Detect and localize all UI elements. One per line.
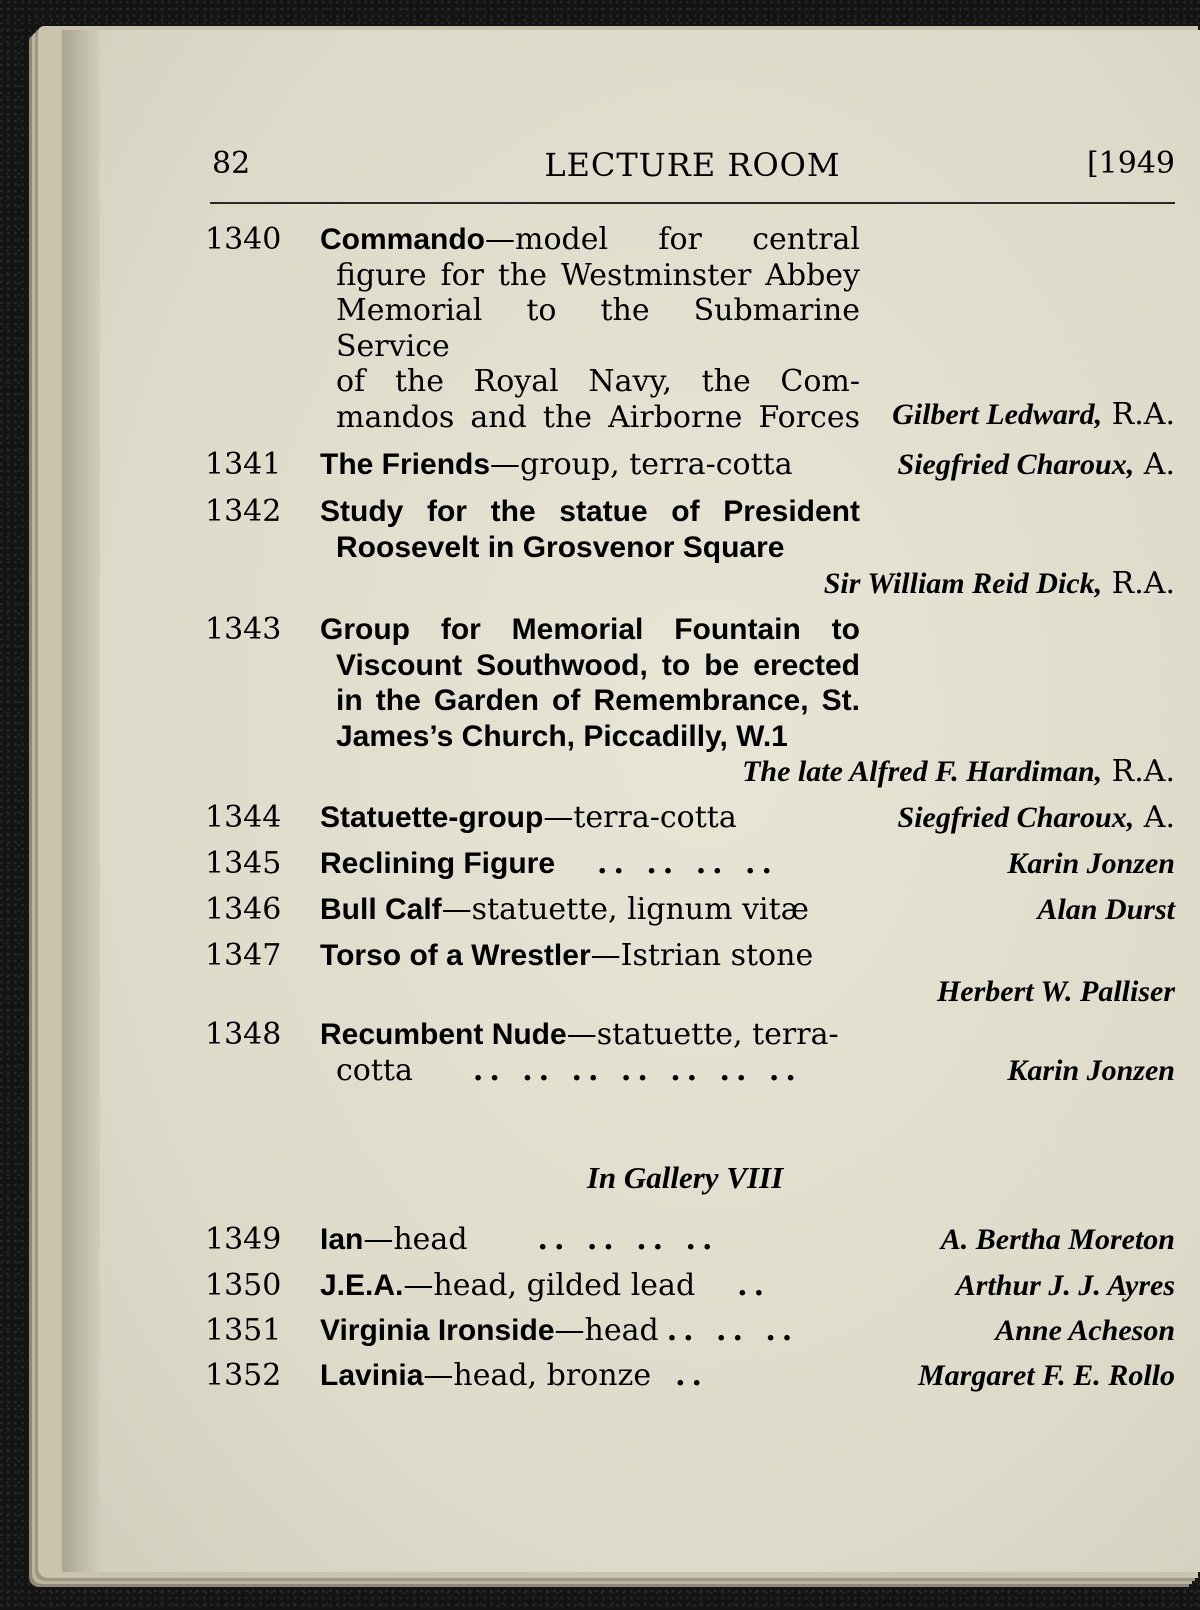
catalogue-entry — [205, 222, 1175, 435]
entry-description — [320, 612, 860, 754]
entry-line: Roosevelt in Grosvenor Square — [336, 530, 785, 564]
catalogue-entry — [205, 1222, 1175, 1258]
entry-number: 1350 — [205, 1268, 282, 1303]
entry-line: Viscount Southwood, to be erected — [336, 648, 860, 682]
entry-number: 1352 — [205, 1358, 282, 1393]
entry-title: Torso of a Wrestler — [320, 939, 591, 972]
dot-leaders: .. — [675, 1358, 708, 1393]
dot-leaders: .. .. .. .. — [597, 846, 778, 881]
catalogue-entry — [205, 494, 1175, 604]
catalogue-entry — [205, 800, 1175, 836]
dot-leaders: .. .. .. — [666, 1313, 799, 1348]
entry-title: Reclining Figure — [320, 847, 556, 880]
entry-description — [320, 494, 860, 565]
entry-title: Study for the statue of President — [320, 495, 860, 528]
artist-name: Arthur J. J. Ayres — [955, 1269, 1175, 1302]
entry-medium: —statuette, lignum vitæ — [441, 892, 809, 927]
entry-number: 1341 — [205, 447, 282, 482]
entry-artist — [956, 1268, 1175, 1304]
artist-degree: R.A. — [1102, 754, 1175, 789]
entry-title: Statuette-group — [320, 801, 544, 834]
entry-line: figure for the Westminster Abbey — [336, 257, 860, 293]
entry-artist — [937, 974, 1175, 1010]
entry-title: Recumbent Nude — [320, 1018, 567, 1051]
entry-title: J.E.A. — [320, 1269, 404, 1302]
running-head — [210, 146, 1175, 204]
entry-line: Memorial to the Submarine Service — [336, 293, 860, 364]
entry-line: in the Garden of Remembrance, St. — [336, 684, 860, 717]
dot-leaders: .. .. .. .. .. .. .. — [472, 1052, 802, 1088]
entry-number: 1348 — [205, 1017, 282, 1052]
artist-name: Gilbert Ledward, — [892, 398, 1103, 431]
entry-medium: —statuette, terra- — [566, 1017, 839, 1052]
artist-name: Sir William Reid Dick, — [823, 567, 1103, 600]
entry-number: 1343 — [205, 612, 282, 647]
entry-description — [320, 1017, 839, 1088]
entry-artist — [898, 800, 1175, 836]
entry-number: 1346 — [205, 892, 282, 927]
entry-medium: —model for central — [485, 222, 860, 257]
artist-name: Margaret F. E. Rollo — [917, 1359, 1175, 1392]
entry-medium: —head, bronze — [423, 1358, 652, 1393]
entry-number: 1345 — [205, 846, 282, 881]
entry-title: The Friends — [320, 448, 491, 481]
entry-line: James’s Church, Piccadilly, W.1 — [336, 719, 788, 753]
entry-title: Lavinia — [320, 1359, 424, 1392]
entry-title: Bull Calf — [320, 893, 442, 926]
entry-description — [320, 447, 793, 483]
catalogue-entry — [205, 892, 1175, 928]
entry-medium: —Istrian stone — [590, 938, 814, 973]
catalogue-entry — [205, 1313, 1175, 1349]
page-title: LECTURE ROOM — [544, 146, 841, 184]
catalogue-entry — [205, 612, 1175, 792]
entry-line: cotta — [336, 1052, 413, 1088]
entry-number: 1347 — [205, 938, 282, 973]
entry-artist — [892, 397, 1175, 433]
entry-medium: —terra-cotta — [543, 800, 737, 835]
entry-description — [320, 938, 813, 974]
artist-degree: A. — [1134, 447, 1175, 482]
entry-artist — [742, 754, 1175, 790]
artist-name: Siegfried Charoux, — [897, 801, 1135, 834]
catalogue-entry — [205, 447, 1175, 483]
artist-degree: R.A. — [1102, 397, 1175, 432]
entry-description — [320, 1313, 798, 1349]
catalogue-year: [1949 — [1086, 146, 1175, 181]
artist-degree: A. — [1134, 800, 1175, 835]
catalogue-entry — [205, 1017, 1175, 1089]
entry-description — [320, 800, 737, 836]
entry-artist — [824, 566, 1175, 602]
page-gutter — [62, 30, 102, 1572]
entry-medium: —head — [363, 1222, 468, 1257]
entry-artist — [1037, 892, 1175, 928]
entry-number: 1349 — [205, 1222, 282, 1257]
entry-title: Commando — [320, 223, 485, 256]
entry-number: 1340 — [205, 222, 282, 257]
artist-name: The late Alfred F. Hardiman, — [742, 755, 1103, 788]
artist-name: A. Bertha Moreton — [940, 1223, 1175, 1256]
entry-medium: —head — [554, 1313, 659, 1348]
catalogue-entry — [205, 846, 1175, 882]
entry-description — [320, 222, 860, 435]
artist-name: Karin Jonzen — [1007, 847, 1175, 880]
page-number: 82 — [212, 146, 251, 181]
entry-artist — [1007, 1053, 1175, 1089]
entry-medium: —group, terra-cotta — [490, 447, 793, 482]
entry-description — [320, 1268, 770, 1304]
entry-line: mandos and the Airborne Forces — [336, 399, 860, 435]
dot-leaders: .. .. .. .. — [537, 1222, 719, 1257]
entry-artist — [918, 1358, 1175, 1394]
entry-number: 1342 — [205, 494, 282, 529]
entry-description — [320, 846, 778, 882]
entry-number: 1344 — [205, 800, 282, 835]
catalogue-entry — [205, 1358, 1175, 1394]
entry-description — [320, 1222, 718, 1258]
dot-leaders: .. — [737, 1268, 771, 1303]
entry-title: Ian — [320, 1223, 364, 1256]
entry-line: of the Royal Navy, the Com- — [336, 364, 860, 399]
entry-description — [320, 892, 809, 928]
artist-name: Herbert W. Palliser — [936, 975, 1175, 1008]
artist-name: Siegfried Charoux, — [897, 448, 1135, 481]
entry-artist — [995, 1313, 1175, 1349]
entry-artist — [898, 447, 1175, 483]
artist-degree: R.A. — [1102, 566, 1175, 601]
entry-artist — [1007, 846, 1175, 882]
entry-number: 1351 — [205, 1313, 282, 1348]
entry-title: Virginia Ironside — [320, 1314, 555, 1347]
entry-description — [320, 1358, 708, 1394]
artist-name: Anne Acheson — [995, 1314, 1175, 1347]
gallery-heading: In Gallery VIII — [586, 1160, 784, 1195]
catalogue-entry — [205, 1268, 1175, 1304]
artist-name: Alan Durst — [1037, 893, 1175, 926]
entry-title: Group for Memorial Fountain to — [320, 613, 860, 646]
artist-name: Karin Jonzen — [1007, 1054, 1175, 1087]
entry-artist — [941, 1222, 1175, 1258]
catalogue-entry — [205, 938, 1175, 1010]
entry-medium: —head, gilded lead — [403, 1268, 696, 1303]
